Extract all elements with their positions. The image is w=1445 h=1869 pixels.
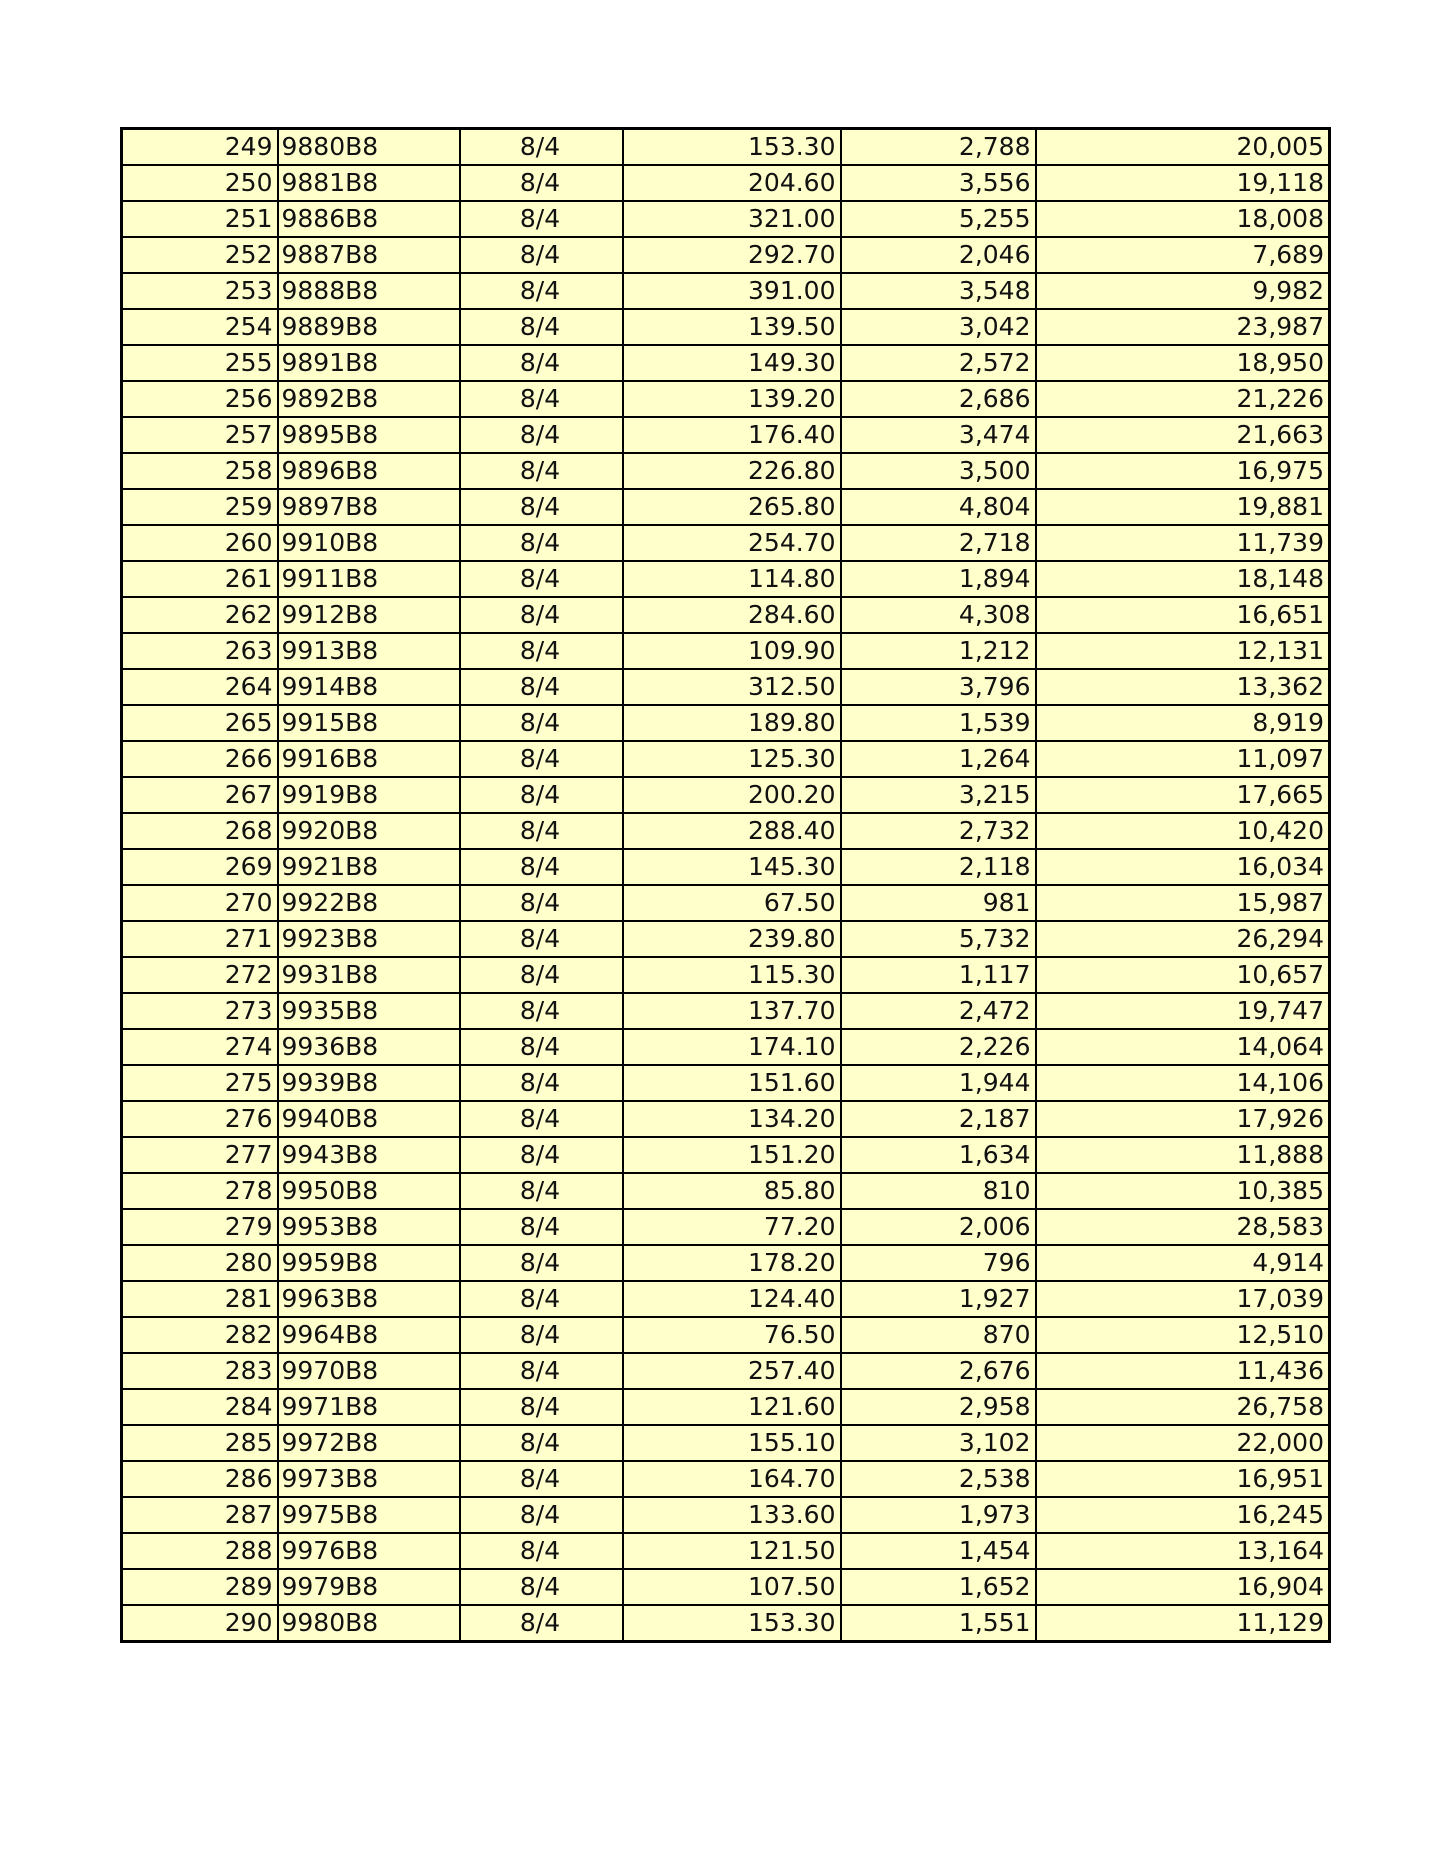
value-a-cell: 107.50 — [623, 1569, 841, 1605]
thickness-cell: 8/4 — [460, 849, 623, 885]
value-c-cell: 23,987 — [1036, 309, 1330, 345]
item-code-cell: 9919B8 — [278, 777, 460, 813]
value-b-cell: 2,006 — [841, 1209, 1036, 1245]
value-a-cell: 200.20 — [623, 777, 841, 813]
row-index-cell: 275 — [122, 1065, 278, 1101]
value-b-cell: 796 — [841, 1245, 1036, 1281]
value-a-cell: 77.20 — [623, 1209, 841, 1245]
thickness-cell: 8/4 — [460, 1317, 623, 1353]
row-index-cell: 263 — [122, 633, 278, 669]
value-b-cell: 3,042 — [841, 309, 1036, 345]
row-index-cell: 256 — [122, 381, 278, 417]
table-row — [122, 1353, 1330, 1389]
item-code-cell: 9911B8 — [278, 561, 460, 597]
value-c-cell: 11,436 — [1036, 1353, 1330, 1389]
value-c-cell: 16,245 — [1036, 1497, 1330, 1533]
value-a-cell: 85.80 — [623, 1173, 841, 1209]
value-c-cell: 20,005 — [1036, 129, 1330, 166]
table-row — [122, 1209, 1330, 1245]
row-index-cell: 276 — [122, 1101, 278, 1137]
thickness-cell: 8/4 — [460, 1137, 623, 1173]
value-b-cell: 2,046 — [841, 237, 1036, 273]
thickness-cell: 8/4 — [460, 1389, 623, 1425]
row-index-cell: 264 — [122, 669, 278, 705]
row-index-cell: 277 — [122, 1137, 278, 1173]
thickness-cell: 8/4 — [460, 309, 623, 345]
item-code-cell: 9880B8 — [278, 129, 460, 166]
item-code-cell: 9914B8 — [278, 669, 460, 705]
value-b-cell: 3,474 — [841, 417, 1036, 453]
thickness-cell: 8/4 — [460, 1533, 623, 1569]
value-c-cell: 12,131 — [1036, 633, 1330, 669]
value-a-cell: 239.80 — [623, 921, 841, 957]
table-row — [122, 1281, 1330, 1317]
value-a-cell: 174.10 — [623, 1029, 841, 1065]
row-index-cell: 265 — [122, 705, 278, 741]
row-index-cell: 253 — [122, 273, 278, 309]
row-index-cell: 281 — [122, 1281, 278, 1317]
item-code-cell: 9979B8 — [278, 1569, 460, 1605]
thickness-cell: 8/4 — [460, 1245, 623, 1281]
value-a-cell: 189.80 — [623, 705, 841, 741]
thickness-cell: 8/4 — [460, 1569, 623, 1605]
item-code-cell: 9971B8 — [278, 1389, 460, 1425]
table-row — [122, 273, 1330, 309]
value-a-cell: 124.40 — [623, 1281, 841, 1317]
value-b-cell: 3,796 — [841, 669, 1036, 705]
thickness-cell: 8/4 — [460, 417, 623, 453]
thickness-cell: 8/4 — [460, 1173, 623, 1209]
value-c-cell: 19,881 — [1036, 489, 1330, 525]
table-body — [122, 129, 1330, 1642]
table-row — [122, 633, 1330, 669]
value-c-cell: 18,008 — [1036, 201, 1330, 237]
item-code-cell: 9921B8 — [278, 849, 460, 885]
item-code-cell: 9915B8 — [278, 705, 460, 741]
row-index-cell: 283 — [122, 1353, 278, 1389]
value-c-cell: 9,982 — [1036, 273, 1330, 309]
value-b-cell: 981 — [841, 885, 1036, 921]
value-b-cell: 2,472 — [841, 993, 1036, 1029]
value-b-cell: 2,538 — [841, 1461, 1036, 1497]
value-a-cell: 164.70 — [623, 1461, 841, 1497]
value-c-cell: 13,164 — [1036, 1533, 1330, 1569]
item-code-cell: 9886B8 — [278, 201, 460, 237]
value-a-cell: 137.70 — [623, 993, 841, 1029]
thickness-cell: 8/4 — [460, 345, 623, 381]
row-index-cell: 289 — [122, 1569, 278, 1605]
item-code-cell: 9953B8 — [278, 1209, 460, 1245]
value-c-cell: 21,663 — [1036, 417, 1330, 453]
thickness-cell: 8/4 — [460, 381, 623, 417]
table-row — [122, 705, 1330, 741]
item-code-cell: 9916B8 — [278, 741, 460, 777]
table-row — [122, 165, 1330, 201]
table-row — [122, 849, 1330, 885]
table-row — [122, 1497, 1330, 1533]
value-c-cell: 8,919 — [1036, 705, 1330, 741]
value-c-cell: 16,904 — [1036, 1569, 1330, 1605]
value-b-cell: 810 — [841, 1173, 1036, 1209]
thickness-cell: 8/4 — [460, 1353, 623, 1389]
table-row — [122, 1461, 1330, 1497]
value-b-cell: 2,732 — [841, 813, 1036, 849]
value-c-cell: 13,362 — [1036, 669, 1330, 705]
thickness-cell: 8/4 — [460, 885, 623, 921]
thickness-cell: 8/4 — [460, 741, 623, 777]
row-index-cell: 270 — [122, 885, 278, 921]
value-c-cell: 11,888 — [1036, 1137, 1330, 1173]
value-b-cell: 5,255 — [841, 201, 1036, 237]
table-row — [122, 777, 1330, 813]
table-row — [122, 1245, 1330, 1281]
thickness-cell: 8/4 — [460, 1461, 623, 1497]
item-code-cell: 9980B8 — [278, 1605, 460, 1642]
row-index-cell: 262 — [122, 597, 278, 633]
table-row — [122, 1605, 1330, 1642]
value-a-cell: 151.20 — [623, 1137, 841, 1173]
value-a-cell: 288.40 — [623, 813, 841, 849]
item-code-cell: 9943B8 — [278, 1137, 460, 1173]
value-b-cell: 1,973 — [841, 1497, 1036, 1533]
value-b-cell: 1,634 — [841, 1137, 1036, 1173]
row-index-cell: 269 — [122, 849, 278, 885]
value-b-cell: 5,732 — [841, 921, 1036, 957]
table-row — [122, 129, 1330, 166]
item-code-cell: 9889B8 — [278, 309, 460, 345]
item-code-cell: 9975B8 — [278, 1497, 460, 1533]
row-index-cell: 254 — [122, 309, 278, 345]
row-index-cell: 288 — [122, 1533, 278, 1569]
row-index-cell: 271 — [122, 921, 278, 957]
item-code-cell: 9940B8 — [278, 1101, 460, 1137]
item-code-cell: 9973B8 — [278, 1461, 460, 1497]
value-c-cell: 26,758 — [1036, 1389, 1330, 1425]
value-a-cell: 149.30 — [623, 345, 841, 381]
item-code-cell: 9959B8 — [278, 1245, 460, 1281]
value-b-cell: 1,894 — [841, 561, 1036, 597]
item-code-cell: 9891B8 — [278, 345, 460, 381]
thickness-cell: 8/4 — [460, 1425, 623, 1461]
thickness-cell: 8/4 — [460, 1497, 623, 1533]
value-b-cell: 2,958 — [841, 1389, 1036, 1425]
value-c-cell: 4,914 — [1036, 1245, 1330, 1281]
value-a-cell: 155.10 — [623, 1425, 841, 1461]
value-a-cell: 178.20 — [623, 1245, 841, 1281]
row-index-cell: 278 — [122, 1173, 278, 1209]
table-row — [122, 1569, 1330, 1605]
value-c-cell: 10,420 — [1036, 813, 1330, 849]
thickness-cell: 8/4 — [460, 489, 623, 525]
value-b-cell: 3,215 — [841, 777, 1036, 813]
table-row — [122, 597, 1330, 633]
item-code-cell: 9963B8 — [278, 1281, 460, 1317]
value-b-cell: 2,118 — [841, 849, 1036, 885]
table-row — [122, 561, 1330, 597]
thickness-cell: 8/4 — [460, 1605, 623, 1642]
table-row — [122, 345, 1330, 381]
value-a-cell: 391.00 — [623, 273, 841, 309]
thickness-cell: 8/4 — [460, 1065, 623, 1101]
item-code-cell: 9881B8 — [278, 165, 460, 201]
row-index-cell: 257 — [122, 417, 278, 453]
value-a-cell: 151.60 — [623, 1065, 841, 1101]
item-code-cell: 9910B8 — [278, 525, 460, 561]
table-row — [122, 417, 1330, 453]
row-index-cell: 266 — [122, 741, 278, 777]
value-c-cell: 21,226 — [1036, 381, 1330, 417]
value-c-cell: 16,975 — [1036, 453, 1330, 489]
thickness-cell: 8/4 — [460, 813, 623, 849]
value-c-cell: 19,118 — [1036, 165, 1330, 201]
thickness-cell: 8/4 — [460, 237, 623, 273]
value-b-cell: 1,264 — [841, 741, 1036, 777]
value-b-cell: 2,187 — [841, 1101, 1036, 1137]
table-row — [122, 813, 1330, 849]
value-b-cell: 1,454 — [841, 1533, 1036, 1569]
table-row — [122, 1533, 1330, 1569]
value-c-cell: 14,106 — [1036, 1065, 1330, 1101]
value-c-cell: 18,148 — [1036, 561, 1330, 597]
value-a-cell: 121.50 — [623, 1533, 841, 1569]
table-row — [122, 669, 1330, 705]
thickness-cell: 8/4 — [460, 1029, 623, 1065]
value-b-cell: 4,308 — [841, 597, 1036, 633]
value-b-cell: 1,652 — [841, 1569, 1036, 1605]
row-index-cell: 282 — [122, 1317, 278, 1353]
value-a-cell: 176.40 — [623, 417, 841, 453]
table-row — [122, 453, 1330, 489]
value-a-cell: 321.00 — [623, 201, 841, 237]
value-c-cell: 16,651 — [1036, 597, 1330, 633]
value-c-cell: 19,747 — [1036, 993, 1330, 1029]
value-a-cell: 125.30 — [623, 741, 841, 777]
value-a-cell: 115.30 — [623, 957, 841, 993]
value-c-cell: 10,385 — [1036, 1173, 1330, 1209]
item-code-cell: 9920B8 — [278, 813, 460, 849]
row-index-cell: 286 — [122, 1461, 278, 1497]
item-code-cell: 9897B8 — [278, 489, 460, 525]
thickness-cell: 8/4 — [460, 1101, 623, 1137]
table-row — [122, 1065, 1330, 1101]
item-code-cell: 9935B8 — [278, 993, 460, 1029]
item-code-cell: 9936B8 — [278, 1029, 460, 1065]
value-c-cell: 17,039 — [1036, 1281, 1330, 1317]
value-b-cell: 1,944 — [841, 1065, 1036, 1101]
value-a-cell: 139.50 — [623, 309, 841, 345]
row-index-cell: 274 — [122, 1029, 278, 1065]
value-a-cell: 284.60 — [623, 597, 841, 633]
item-code-cell: 9970B8 — [278, 1353, 460, 1389]
thickness-cell: 8/4 — [460, 201, 623, 237]
thickness-cell: 8/4 — [460, 921, 623, 957]
value-a-cell: 67.50 — [623, 885, 841, 921]
value-c-cell: 10,657 — [1036, 957, 1330, 993]
row-index-cell: 272 — [122, 957, 278, 993]
item-code-cell: 9892B8 — [278, 381, 460, 417]
item-code-cell: 9931B8 — [278, 957, 460, 993]
value-a-cell: 257.40 — [623, 1353, 841, 1389]
item-code-cell: 9976B8 — [278, 1533, 460, 1569]
value-b-cell: 870 — [841, 1317, 1036, 1353]
row-index-cell: 280 — [122, 1245, 278, 1281]
table-row — [122, 1173, 1330, 1209]
value-a-cell: 76.50 — [623, 1317, 841, 1353]
value-c-cell: 11,097 — [1036, 741, 1330, 777]
table-row — [122, 1101, 1330, 1137]
value-a-cell: 114.80 — [623, 561, 841, 597]
row-index-cell: 279 — [122, 1209, 278, 1245]
value-a-cell: 204.60 — [623, 165, 841, 201]
value-b-cell: 2,788 — [841, 129, 1036, 166]
row-index-cell: 267 — [122, 777, 278, 813]
table-row — [122, 201, 1330, 237]
thickness-cell: 8/4 — [460, 129, 623, 166]
value-b-cell: 1,117 — [841, 957, 1036, 993]
value-b-cell: 1,551 — [841, 1605, 1036, 1642]
value-c-cell: 11,129 — [1036, 1605, 1330, 1642]
value-a-cell: 254.70 — [623, 525, 841, 561]
thickness-cell: 8/4 — [460, 561, 623, 597]
row-index-cell: 258 — [122, 453, 278, 489]
item-code-cell: 9964B8 — [278, 1317, 460, 1353]
row-index-cell: 259 — [122, 489, 278, 525]
value-a-cell: 265.80 — [623, 489, 841, 525]
thickness-cell: 8/4 — [460, 453, 623, 489]
thickness-cell: 8/4 — [460, 1281, 623, 1317]
table-row — [122, 1137, 1330, 1173]
value-a-cell: 139.20 — [623, 381, 841, 417]
table-row — [122, 993, 1330, 1029]
item-code-cell: 9913B8 — [278, 633, 460, 669]
thickness-cell: 8/4 — [460, 1209, 623, 1245]
value-a-cell: 153.30 — [623, 1605, 841, 1642]
thickness-cell: 8/4 — [460, 525, 623, 561]
value-b-cell: 1,539 — [841, 705, 1036, 741]
value-a-cell: 153.30 — [623, 129, 841, 166]
table-row — [122, 525, 1330, 561]
table-row — [122, 237, 1330, 273]
value-c-cell: 17,926 — [1036, 1101, 1330, 1137]
row-index-cell: 285 — [122, 1425, 278, 1461]
value-b-cell: 2,572 — [841, 345, 1036, 381]
item-code-cell: 9950B8 — [278, 1173, 460, 1209]
table-row — [122, 1425, 1330, 1461]
value-b-cell: 1,212 — [841, 633, 1036, 669]
value-c-cell: 11,739 — [1036, 525, 1330, 561]
value-c-cell: 15,987 — [1036, 885, 1330, 921]
row-index-cell: 261 — [122, 561, 278, 597]
table-row — [122, 741, 1330, 777]
item-code-cell: 9972B8 — [278, 1425, 460, 1461]
row-index-cell: 284 — [122, 1389, 278, 1425]
table-row — [122, 957, 1330, 993]
row-index-cell: 250 — [122, 165, 278, 201]
thickness-cell: 8/4 — [460, 633, 623, 669]
value-b-cell: 2,676 — [841, 1353, 1036, 1389]
value-b-cell: 1,927 — [841, 1281, 1036, 1317]
row-index-cell: 252 — [122, 237, 278, 273]
table-row — [122, 921, 1330, 957]
thickness-cell: 8/4 — [460, 273, 623, 309]
item-code-cell: 9888B8 — [278, 273, 460, 309]
table-row — [122, 309, 1330, 345]
table-row — [122, 381, 1330, 417]
value-b-cell: 3,556 — [841, 165, 1036, 201]
value-a-cell: 134.20 — [623, 1101, 841, 1137]
value-b-cell: 3,102 — [841, 1425, 1036, 1461]
row-index-cell: 268 — [122, 813, 278, 849]
value-a-cell: 145.30 — [623, 849, 841, 885]
thickness-cell: 8/4 — [460, 957, 623, 993]
thickness-cell: 8/4 — [460, 705, 623, 741]
value-c-cell: 22,000 — [1036, 1425, 1330, 1461]
value-a-cell: 292.70 — [623, 237, 841, 273]
value-a-cell: 312.50 — [623, 669, 841, 705]
value-a-cell: 121.60 — [623, 1389, 841, 1425]
value-c-cell: 18,950 — [1036, 345, 1330, 381]
value-c-cell: 7,689 — [1036, 237, 1330, 273]
value-c-cell: 26,294 — [1036, 921, 1330, 957]
item-code-cell: 9922B8 — [278, 885, 460, 921]
table-row — [122, 489, 1330, 525]
data-table — [120, 127, 1331, 1643]
table-row — [122, 1317, 1330, 1353]
value-c-cell: 14,064 — [1036, 1029, 1330, 1065]
value-c-cell: 16,951 — [1036, 1461, 1330, 1497]
value-a-cell: 109.90 — [623, 633, 841, 669]
row-index-cell: 260 — [122, 525, 278, 561]
table-row — [122, 1389, 1330, 1425]
item-code-cell: 9939B8 — [278, 1065, 460, 1101]
item-code-cell: 9895B8 — [278, 417, 460, 453]
item-code-cell: 9887B8 — [278, 237, 460, 273]
value-c-cell: 12,510 — [1036, 1317, 1330, 1353]
value-c-cell: 28,583 — [1036, 1209, 1330, 1245]
thickness-cell: 8/4 — [460, 597, 623, 633]
value-a-cell: 226.80 — [623, 453, 841, 489]
row-index-cell: 273 — [122, 993, 278, 1029]
value-b-cell: 3,548 — [841, 273, 1036, 309]
row-index-cell: 249 — [122, 129, 278, 166]
value-b-cell: 2,226 — [841, 1029, 1036, 1065]
thickness-cell: 8/4 — [460, 165, 623, 201]
thickness-cell: 8/4 — [460, 993, 623, 1029]
item-code-cell: 9912B8 — [278, 597, 460, 633]
value-c-cell: 16,034 — [1036, 849, 1330, 885]
value-b-cell: 3,500 — [841, 453, 1036, 489]
thickness-cell: 8/4 — [460, 777, 623, 813]
thickness-cell: 8/4 — [460, 669, 623, 705]
value-b-cell: 4,804 — [841, 489, 1036, 525]
row-index-cell: 255 — [122, 345, 278, 381]
value-b-cell: 2,686 — [841, 381, 1036, 417]
value-b-cell: 2,718 — [841, 525, 1036, 561]
item-code-cell: 9896B8 — [278, 453, 460, 489]
item-code-cell: 9923B8 — [278, 921, 460, 957]
table-row — [122, 885, 1330, 921]
value-a-cell: 133.60 — [623, 1497, 841, 1533]
value-c-cell: 17,665 — [1036, 777, 1330, 813]
row-index-cell: 287 — [122, 1497, 278, 1533]
table-row — [122, 1029, 1330, 1065]
row-index-cell: 251 — [122, 201, 278, 237]
row-index-cell: 290 — [122, 1605, 278, 1642]
